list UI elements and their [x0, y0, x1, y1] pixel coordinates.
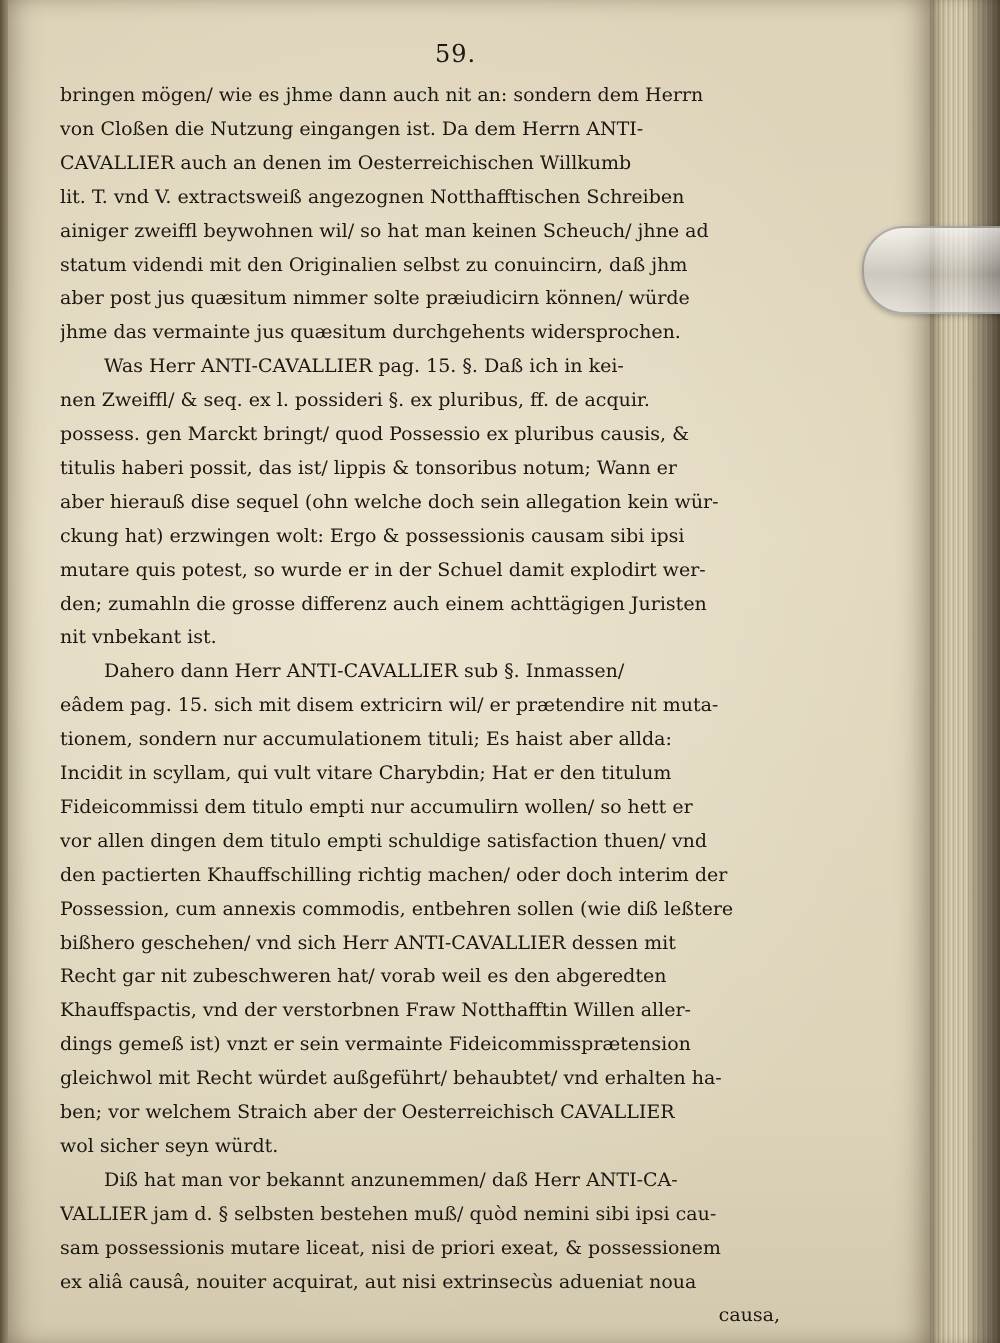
- text-line: Dahero dann Herr ANTI-CAVALLIER sub §. Inmassen/: [104, 660, 625, 683]
- text-line: statum videndi mit den Originalien selbst zu conuincirn, daß jhm: [60, 253, 688, 276]
- text-line: mutare quis potest, so wurde er in der Schuel damit explodirt wer-: [60, 558, 706, 581]
- text-line: aber hierauß dise sequel (ohn welche doch sein allegation kein wür-: [60, 490, 719, 513]
- text-line: ckung hat) erzwingen wolt: Ergo & possessionis causam sibi ipsi: [60, 524, 685, 547]
- paper-clip: [862, 226, 1000, 314]
- text-line: von Cloßen die Nutzung eingangen ist. Da dem Herrn ANTI-: [60, 117, 644, 140]
- text-line: gleichwol mit Recht würdet außgeführt/ behaubtet/ vnd erhalten ha-: [60, 1067, 722, 1090]
- text-line: bißhero geschehen/ vnd sich Herr ANTI-CAVALLIER dessen mit: [60, 931, 676, 954]
- binding-shadow: [968, 0, 1000, 1343]
- text-line: Recht gar nit zubeschweren hat/ vorab weil es den abgeredten: [60, 965, 667, 988]
- text-line: lit. T. vnd V. extractsweiß angezognen Notthafftischen Schreiben: [60, 185, 685, 208]
- text-line: dings gemeß ist) vnzt er sein vermainte Fideicommissprætension: [60, 1033, 691, 1056]
- text-line: VALLIER jam d. § selbsten bestehen muß/ quòd nemini sibi ipsi cau-: [60, 1202, 717, 1225]
- text-line: den; zumahln die grosse differenz auch einem achttägigen Juristen: [60, 592, 707, 615]
- text-line: Incidit in scyllam, qui vult vitare Charybdin; Hat er den titulum: [60, 762, 672, 784]
- text-line: Fideicommissi dem titulo empti nur accumulirn wollen/ so hett er: [60, 795, 693, 818]
- text-line: Khauffspactis, vnd der verstorbnen Fraw Notthafftin Willen aller-: [60, 999, 691, 1022]
- text-line: CAVALLIER auch an denen im Oesterreichischen Willkumb: [60, 151, 632, 174]
- text-line: jhme das vermainte jus quæsitum durchgehents widersprochen.: [60, 321, 681, 344]
- text-line: bringen mögen/ wie es jhme dann auch nit an: sondern dem Herrn: [60, 84, 704, 106]
- text-line: ex aliâ causâ, nouiter acquirat, aut nisi extrinsecùs adueniat noua: [60, 1270, 697, 1293]
- catchword: causa,: [718, 1304, 780, 1327]
- text-line: aber post jus quæsitum nimmer solte præiudicirn können/ würde: [60, 287, 690, 310]
- text-line: nit vnbekant ist.: [60, 626, 217, 649]
- page-number: 59.: [435, 40, 477, 68]
- text-line: sam possessionis mutare liceat, nisi de priori exeat, & possessionem: [60, 1236, 721, 1259]
- text-line: wol sicher seyn würdt.: [60, 1134, 279, 1157]
- text-line: titulis haberi possit, das ist/ lippis & tonsoribus notum; Wann er: [60, 456, 677, 479]
- text-line: Diß hat man vor bekannt anzunemmen/ daß Herr ANTI-CA-: [104, 1168, 678, 1191]
- text-line: Was Herr ANTI-CAVALLIER pag. 15. §. Daß ich in kei-: [104, 355, 624, 378]
- text-line: nen Zweiffl/ & seq. ex l. possideri §. ex pluribus, ff. de acquir.: [60, 389, 650, 412]
- text-line: ainiger zweiffl beywohnen wil/ so hat man keinen Scheuch/ jhne ad: [60, 219, 709, 242]
- text-line: tionem, sondern nur accumulationem tituli; Es haist aber allda:: [60, 728, 672, 751]
- text-line: Possession, cum annexis commodis, entbehren sollen (wie diß leßtere: [60, 897, 734, 920]
- page-sheet: [8, 0, 932, 1343]
- text-line: eâdem pag. 15. sich mit disem extricirn wil/ er prætendire nit muta-: [60, 694, 719, 717]
- text-line: ben; vor welchem Straich aber der Oesterreichisch CAVALLIER: [60, 1101, 675, 1123]
- text-line: possess. gen Marckt bringt/ quod Possessio ex pluribus causis, &: [60, 423, 689, 445]
- text-line: den pactierten Khauffschilling richtig machen/ oder doch interim der: [60, 863, 728, 886]
- text-line: vor allen dingen dem titulo empti schuldige satisfaction thuen/ vnd: [60, 829, 707, 852]
